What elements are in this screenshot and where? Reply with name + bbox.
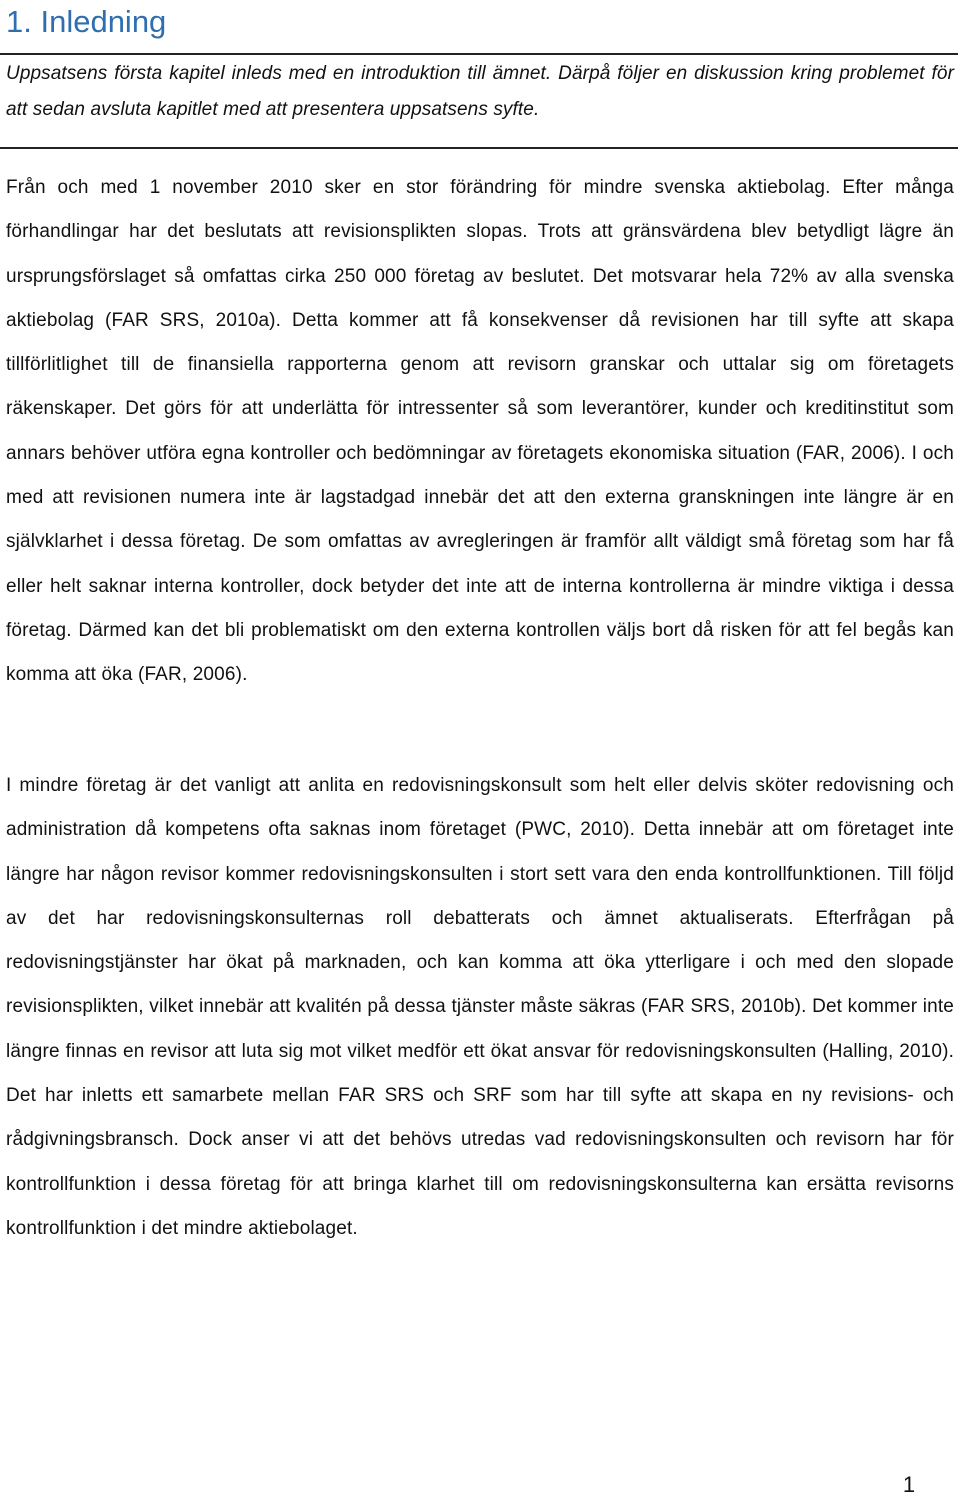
chapter-heading: 1. Inledning (6, 4, 167, 39)
heading-divider (0, 53, 958, 55)
body-paragraph: Från och med 1 november 2010 sker en stor förändring för mindre svenska aktiebolag. Efter många förhandlingar har det beslutats att revisionsplikten slopas. Trots att gränsvärdena blev betydligt lägre än ursprungsförslaget så omfattas cirka 250 000 företag av beslutet. Det motsvarar hela 72% av alla svenska aktiebolag (FAR SRS, 2010a). Detta kommer att få konsekvenser då revisionen har till syfte att skapa tillförlitlighet till de finansiella rapporterna genom att revisorn granskar och uttalar sig om företagets räkenskaper. Det görs för att underlätta för intressenter så som leverantörer, kunder och kreditinstitut som annars behöver utföra egna kontroller och bedömningar av företagets ekonomiska situation (FAR, 2006). I och med att revisionen numera inte är lagstadgad innebär det att den externa granskningen inte längre är en självklarhet i dessa företag. De som omfattas av avregleringen är framför allt väldigt små företag som har få eller helt saknar interna kontroller, dock betyder det inte att de interna kontrollerna är mindre viktiga i dessa företag. Därmed kan det bli problematiskt om den externa kontrollen väljs bort då risken för att fel begås kan komma att öka (FAR, 2006). (6, 177, 954, 686)
page-number: 1 (902, 1472, 916, 1497)
chapter-intro: Uppsatsens första kapitel inleds med en introduktion till ämnet. Därpå följer en diskussion kring problemet för att sedan avsluta kapitlet med att presentera uppsatsens syfte. (6, 63, 954, 120)
body-paragraph: I mindre företag är det vanligt att anlita en redovisningskonsult som helt eller delvis sköter redovisning och administration då kompetens ofta saknas inom företaget (PWC, 2010). Detta innebär att om företaget inte längre har någon revisor kommer redovisningskonsulten i stort sett vara den enda kontrollfunktionen. Till följd av det har redovisningskonsulternas roll debatterats och ämnet aktualiserats. Efterfrågan på redovisningstjänster har ökat på marknaden, och kan komma att öka ytterligare i och med den slopade revisionsplikten, vilket innebär att kvalitén på dessa tjänster måste säkras (FAR SRS, 2010b). Det kommer inte längre finnas en revisor att luta sig mot vilket medför ett ökat ansvar för redovisningskonsulten (Halling, 2010). Det har inletts ett samarbete mellan FAR SRS och SRF som har till syfte att skapa en ny revisions- och rådgivningsbransch. Dock anser vi att det behövs utredas vad redovisningskonsulten och revisorn har för kontrollfunktion i dessa företag för att bringa klarhet till om redovisningskonsulterna kan ersätta revisorns kontrollfunktion i det mindre aktiebolaget. (6, 775, 954, 1239)
intro-divider (0, 147, 958, 149)
